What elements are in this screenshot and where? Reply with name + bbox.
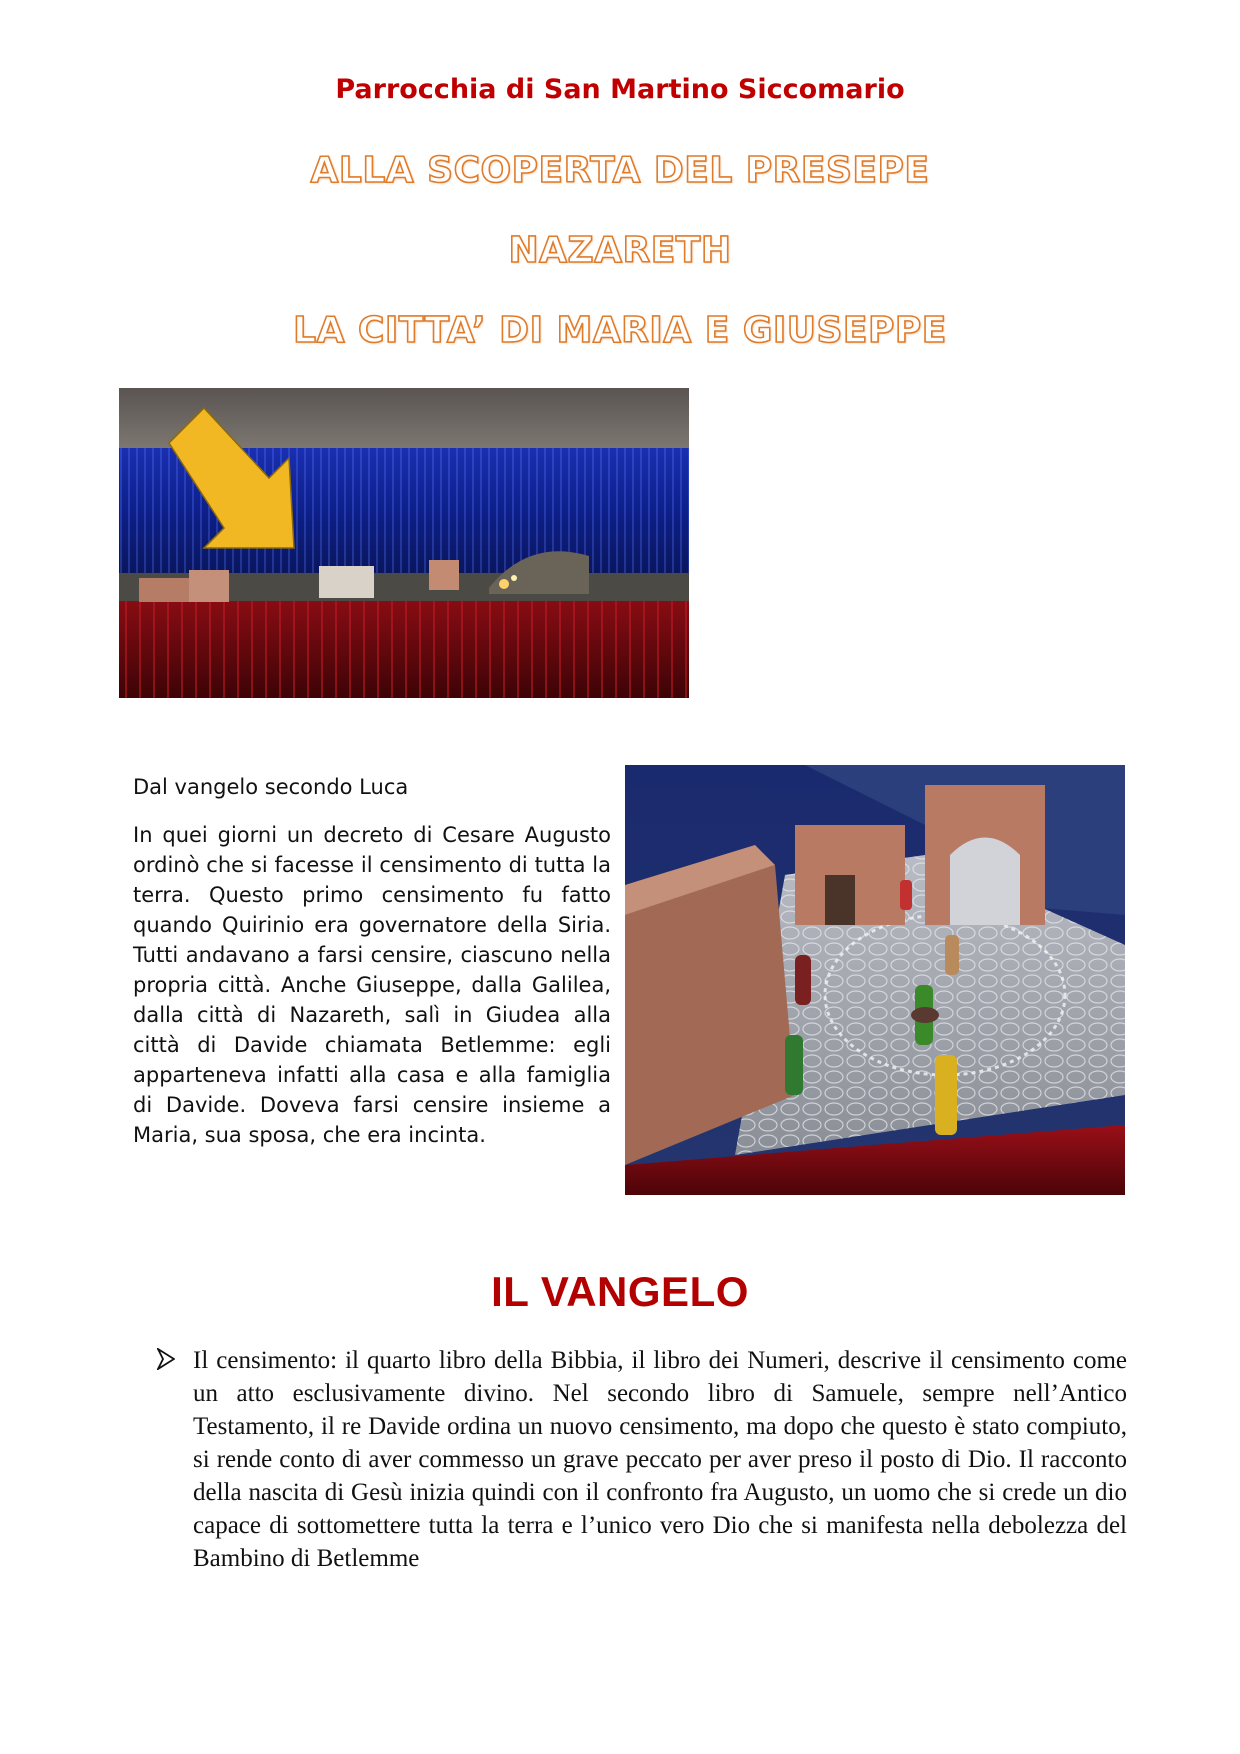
title-line-2: NAZARETH xyxy=(508,230,732,271)
title-line-3: LA CITTA’ DI MARIA E GIUSEPPE xyxy=(293,310,947,351)
gospel-excerpt-text: In quei giorni un decreto di Cesare Augusto ordinò che si facesse il censimento di tutta la terra. Questo primo censimento fu fatto quando Quirinio era governatore della Siria. Tutti andavano a farsi censire, ciascuno nella propria città. Anche Giuseppe, dalla Galilea, dalla città di Nazareth, salì in Giudea alla città di Davide chiamata Betlemme: egli apparteneva infatti alla casa e alla famiglia di Davide. Doveva farsi censire insieme a Maria, sua sposa, che era incinta. xyxy=(133,823,611,1147)
nazareth-square-photo xyxy=(625,765,1125,1195)
gospel-source-title: Dal vangelo secondo Luca xyxy=(133,775,409,799)
nativity-overview-photo xyxy=(119,388,689,698)
parish-name: Parrocchia di San Martino Siccomario xyxy=(335,74,905,105)
title-line-1: ALLA SCOPERTA DEL PRESEPE xyxy=(310,150,930,191)
section-heading: IL VANGELO xyxy=(491,1268,749,1315)
arrow-bullet-icon xyxy=(157,1348,175,1370)
bullet-text: Il censimento: il quarto libro della Bibbia, il libro dei Numeri, descrive il censimento come un atto esclusivamente divino. Nel secondo libro di Samuele, sempre nell’Antico Testamento, il re Davide ordina un nuovo censimento, ma dopo che questo è stato compiuto, si rende conto di aver commesso un grave peccato per aver preso il posto di Dio. Il racconto della nascita di Gesù inizia quindi con il confronto fra Augusto, un uomo che si crede un dio capace di sottomettere tutta la terra e l’unico vero Dio che si manifesta nella debolezza del Bambino di Betlemme xyxy=(193,1347,1127,1572)
